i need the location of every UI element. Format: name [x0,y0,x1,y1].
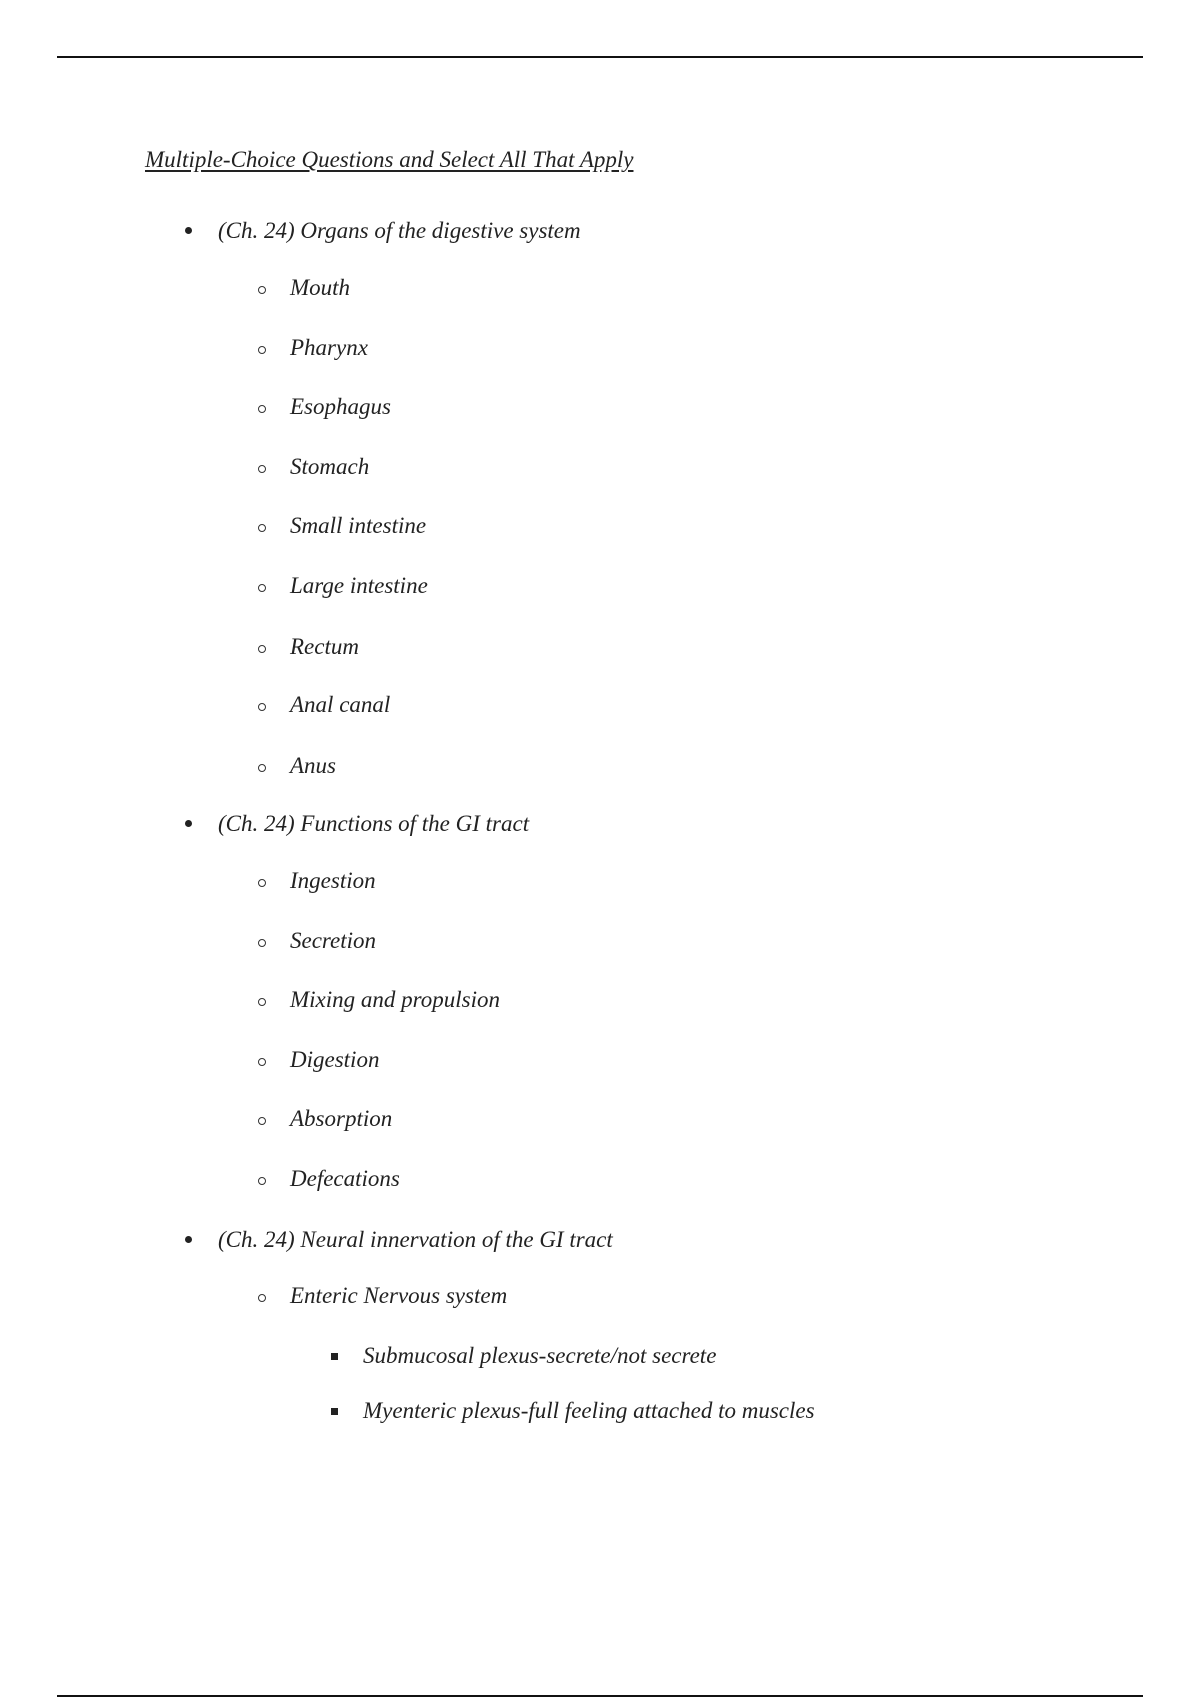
circle-bullet [258,939,266,947]
circle-bullet [258,879,266,887]
section-title-functions: (Ch. 24) Functions of the GI tract [218,811,530,836]
circle-bullet [258,405,266,413]
disc-bullet [185,1236,192,1243]
circle-bullet [258,998,266,1006]
list-item: Stomach [290,454,370,479]
circle-bullet [258,524,266,532]
list-item: Mixing and propulsion [290,987,500,1012]
list-item: Defecations [290,1166,400,1191]
list-item: Ingestion [290,868,376,893]
disc-bullet [185,820,192,827]
circle-bullet [258,465,266,473]
list-item: Anus [290,753,336,778]
list-item: Secretion [290,928,377,953]
page-heading: Multiple-Choice Questions and Select All That Apply [145,147,634,172]
circle-bullet [258,584,266,592]
footer-rule [57,1695,1143,1697]
sub-list-item: Myenteric plexus-full feeling attached to muscles [363,1398,815,1423]
square-bullet [331,1408,338,1415]
circle-bullet [258,1117,266,1125]
circle-bullet [258,286,266,294]
sub-list-item: Submucosal plexus-secrete/not secrete [363,1343,717,1368]
list-item: Small intestine [290,513,427,538]
header-rule [57,56,1143,58]
section-title-neural: (Ch. 24) Neural innervation of the GI tract [218,1227,613,1252]
list-item: Absorption [290,1106,393,1131]
circle-bullet [258,703,266,711]
list-item: Digestion [290,1047,380,1072]
circle-bullet [258,1058,266,1066]
circle-bullet [258,1294,266,1302]
list-item: Mouth [290,275,351,300]
list-item: Large intestine [290,573,428,598]
circle-bullet [258,645,266,653]
disc-bullet [185,227,192,234]
circle-bullet [258,1177,266,1185]
section-title-organs: (Ch. 24) Organs of the digestive system [218,218,581,243]
square-bullet [331,1353,338,1360]
circle-bullet [258,764,266,772]
list-item: Pharynx [290,335,368,360]
list-item: Anal canal [290,692,391,717]
circle-bullet [258,346,266,354]
list-item: Enteric Nervous system [290,1283,508,1308]
list-item: Rectum [290,634,359,659]
list-item: Esophagus [290,394,391,419]
